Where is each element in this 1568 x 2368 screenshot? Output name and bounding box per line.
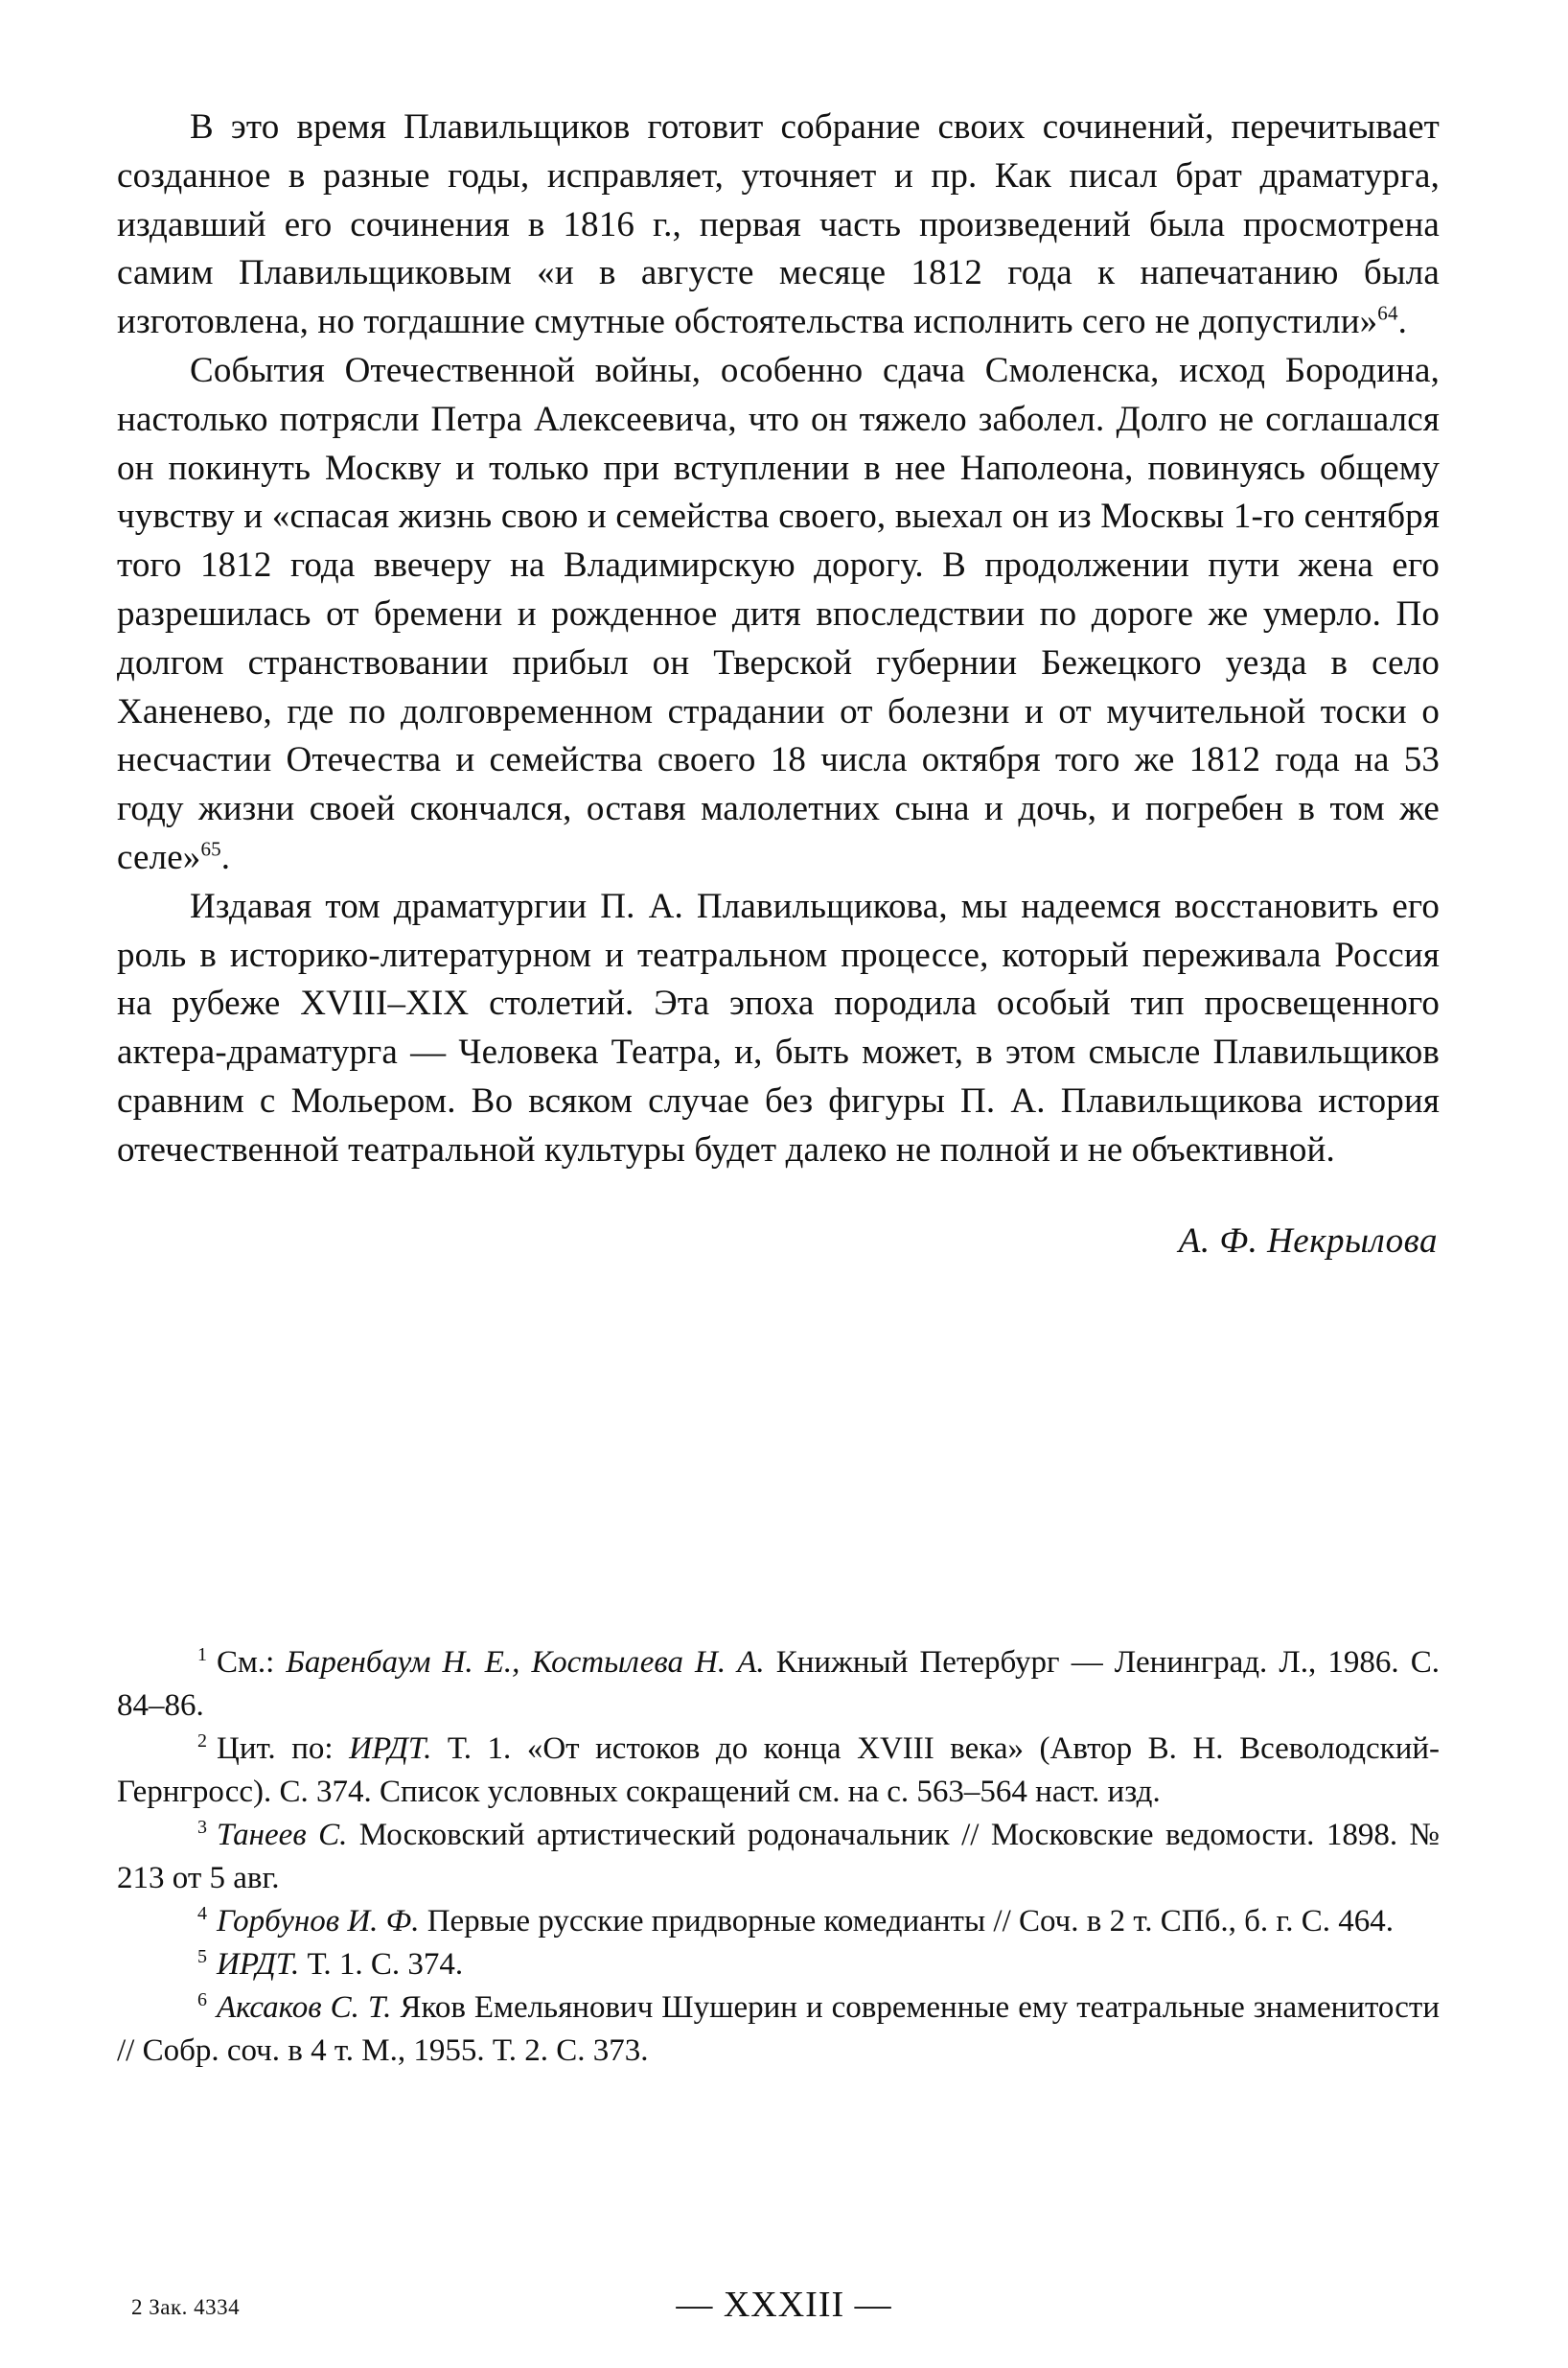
- footnote-text: Первые русские придворные комедианты // Соч. в 2 т. СПб., б. г. С. 464.: [419, 1904, 1395, 1939]
- footnote-number: 4: [197, 1903, 207, 1924]
- page-number: — XXXIII —: [676, 2285, 892, 2325]
- footnote: [117, 1986, 1440, 2073]
- footnote-text: Книжный Петербург — Ленинград. Л., 1986. С. 84–86.: [117, 1645, 1441, 1723]
- footnote-author: ИРДТ.: [349, 1731, 432, 1766]
- footnotes: [117, 1641, 1440, 2073]
- paragraph-text: В это время Плавильщиков готовит собрание своих сочинений, перечитывает созданное в разные годы, исправляет, уточняет и пр. Как писал брат драматурга, издавший его сочинения в 1816 г., первая часть произведений была просмотрена самим Плавильщиковым «и в августе месяце 1812 года к напечатанию была изготовлена, но тогдашние смутные обстоятельства исполнить сего не допустили»: [117, 107, 1440, 342]
- paragraph-text: События Отечественной войны, особенно сдача Смоленска, исход Бородина, настолько потрясли Петра Алексеевича, что он тяжело заболел. Долго не соглашался он покинуть Москву и только при вступлении в нее Наполеона, повинуясь общему чувству и «спасая жизнь свою и семейства своего, выехал он из Москвы 1-го сентября того 1812 года ввечеру на Владимирскую дорогу. В продолжении пути жена его разрешилась от бремени и рожденное дитя впоследствии по дороге же умерло. По долгом странствовании прибыл он Тверской губернии Бежецкого уезда в село Ханенево, где по долговременном страдании от болезни и от мучительной тоски о несчастии Отечества и семейства своего 18 числа октября того же 1812 года на 53 году жизни своей скончался, оставя малолетних сына и дочь, и погребен в том же селе»: [117, 350, 1440, 877]
- footnote-author: Баренбаум Н. Е., Костылева Н. А.: [286, 1645, 765, 1680]
- footnote-text: Московский артистический родоначальник // Московские ведомости. 1898. № 213 от 5 авг.: [117, 1818, 1440, 1895]
- footnote-number: 5: [197, 1946, 207, 1967]
- footnote-author: Горбунов И. Ф.: [217, 1904, 420, 1939]
- page-footer: [0, 2284, 1568, 2332]
- footnote: [117, 1900, 1440, 1943]
- footnote-number: 3: [197, 1817, 207, 1838]
- footnote-author: ИРДТ.: [217, 1947, 300, 1982]
- main-text-block: [117, 104, 1440, 1265]
- footnote: [117, 1943, 1440, 1986]
- author-signature: А. Ф. Некрылова: [1178, 1220, 1438, 1261]
- footnote-text: Т. 1. С. 374.: [299, 1947, 464, 1982]
- body-text: [117, 104, 1440, 1175]
- footnote-prefix: Цит. по:: [217, 1731, 350, 1766]
- footnote: [117, 1728, 1440, 1814]
- footnote-author: Танеев С.: [217, 1818, 348, 1852]
- footnote-author: Аксаков С. Т.: [217, 1990, 392, 2025]
- footnote-reference: 65: [200, 837, 221, 861]
- footnote-text: Яков Емельянович Шушерин и современные ему театральные знаменитости // Собр. соч. в 4 т. М., 1955. Т. 2. С. 373.: [117, 1990, 1440, 2068]
- footnote-number: 6: [197, 1989, 207, 2010]
- footnote-text: Т. 1. «От истоков до конца XVIII века» (Автор В. Н. Всеволодский-Гернгросс). С. 374. Список условных сокращений см. на с. 563–564 наст. изд.: [117, 1731, 1441, 1809]
- footnote: [117, 1641, 1440, 1728]
- paragraph-text: Издавая том драматургии П. А. Плавильщикова, мы надеемся восстановить его роль в историко-литературном и театральном процессе, который переживала Россия на рубеже XVIII–XIX столетий. Эта эпоха породила особый тип просвещенного актера-драматурга — Человека Театра, и, быть может, в этом смысле Плавильщиков сравним с Мольером. Во всяком случае без фигуры П. А. Плавильщикова история отечественной театральной культуры будет далеко не полной и не объективной.: [117, 886, 1440, 1170]
- printer-signature-mark: 2 Зак. 4334: [131, 2295, 241, 2319]
- paragraph-3: [117, 883, 1440, 1175]
- footnote-number: 2: [197, 1730, 207, 1752]
- footnote-number: 1: [197, 1644, 207, 1665]
- footnote-reference: 64: [1377, 301, 1398, 325]
- footnote-prefix: См.:: [217, 1645, 287, 1680]
- footnote: [117, 1814, 1440, 1900]
- paragraph-2: События Отечественной войны, особенно сдача Смоленска, исход Бородина, настолько потрясли Петра Алексеевича, что он тяжело заболел. Долго не соглашался он покинуть Москву и только при вступлении в нее Наполеона, повинуясь общему чувству и «спасая жизнь свою и семейства своего, выехал он из Москвы 1-го сентября того 1812 года ввечеру на Владимирскую дорогу. В продолжении пути жена его разрешилась от бремени и рожденное дитя впоследствии по дороге же умерло. По долгом странствовании прибыл он Тверской губернии Бежецкого уезда в село Ханенево, где по долговременном страдании от болезни и от мучительной тоски о несчастии Отечества и семейства своего 18 числа октября того же 1812 года на 53 году жизни своей скончался, оставя малолетних сына и дочь, и погребен в том же селе»$^{65}$.: [117, 350, 1440, 877]
- paragraph-1: В это время Плавильщиков готовит собрание своих сочинений, перечитывает созданное в разные годы, исправляет, уточняет и пр. Как писал брат драматурга, издавший его сочинения в 1816 г., первая часть произведений была просмотрена самим Плавильщиковым «и в августе месяце 1812 года к напечатанию была изготовлена, но тогдашние смутные обстоятельства исполнить сего не допустили»$^{64}$.: [117, 107, 1440, 342]
